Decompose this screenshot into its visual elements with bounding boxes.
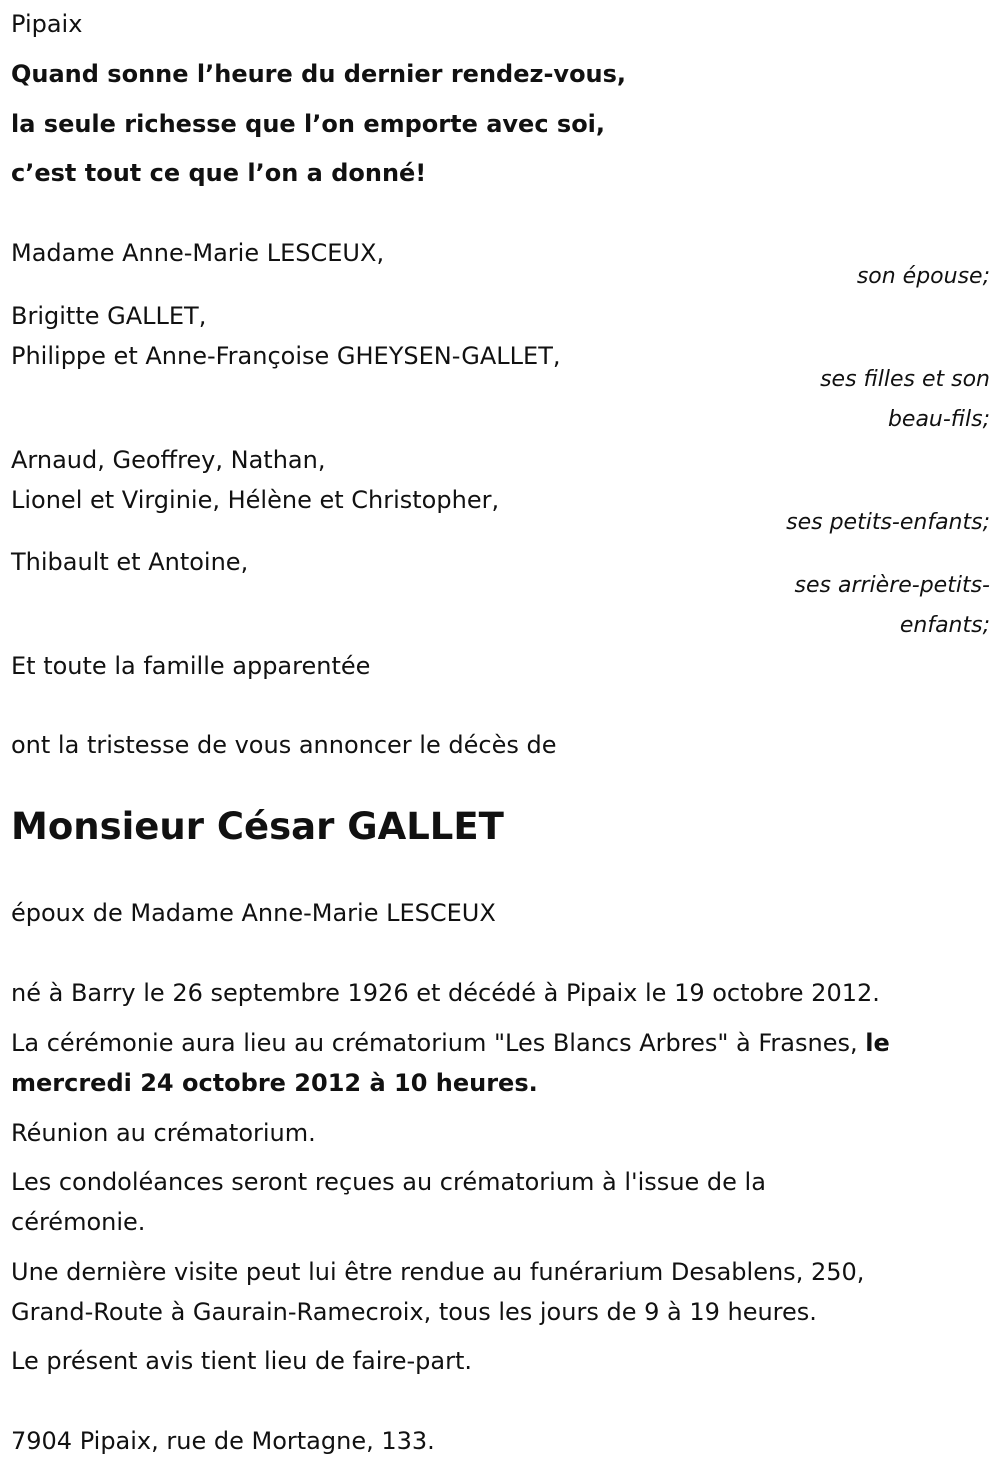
great-grandchildren-relation-line-1: ses arrière-petits- <box>794 573 990 598</box>
spouse-relation: son épouse; <box>856 264 990 289</box>
deceased-name: Monsieur César GALLET <box>11 805 504 848</box>
deceased-spouse-line: époux de Madame Anne-Marie LESCEUX <box>11 899 496 927</box>
ceremony-date: mercredi 24 octobre 2012 à 10 heures. <box>11 1069 538 1097</box>
condolences-line-2: cérémonie. <box>11 1208 146 1236</box>
poem-line-2: la seule richesse que l’on emporte avec soi, <box>11 110 606 138</box>
daughter-2: Philippe et Anne-Françoise GHEYSEN-GALLET, <box>11 342 561 370</box>
great-grandchildren-relation-line-2: enfants; <box>899 613 990 638</box>
spouse-name: Madame Anne-Marie LESCEUX, <box>11 239 385 267</box>
notice: Le présent avis tient lieu de faire-part. <box>11 1347 473 1375</box>
location: Pipaix <box>11 10 83 38</box>
ceremony-location: La cérémonie aura lieu au crématorium "Les Blancs Arbres" à Frasnes, <box>11 1029 866 1057</box>
visit-line-2: Grand-Route à Gaurain-Ramecroix, tous les jours de 9 à 19 heures. <box>11 1298 817 1326</box>
poem-line-3: c’est tout ce que l’on a donné! <box>11 159 427 187</box>
great-grandchildren: Thibault et Antoine, <box>11 548 249 576</box>
daughter-1: Brigitte GALLET, <box>11 302 207 330</box>
daughters-relation-line-2: beau-fils; <box>887 407 990 432</box>
visit-line-1: Une dernière visite peut lui être rendue au funérarium Desablens, 250, <box>11 1258 865 1286</box>
grandchildren-line-1: Arnaud, Geoffrey, Nathan, <box>11 446 326 474</box>
poem-line-1: Quand sonne l’heure du dernier rendez-vous, <box>11 60 627 88</box>
ceremony-line-1 <box>11 1023 890 1063</box>
birth-death-line: né à Barry le 26 septembre 1926 et décédé à Pipaix le 19 octobre 2012. <box>11 979 880 1007</box>
reunion: Réunion au crématorium. <box>11 1119 316 1147</box>
announcement: ont la tristesse de vous annoncer le décès de <box>11 731 557 759</box>
daughters-relation-line-1: ses filles et son <box>820 367 990 392</box>
condolences-line-1: Les condoléances seront reçues au crématorium à l'issue de la <box>11 1168 766 1196</box>
address: 7904 Pipaix, rue de Mortagne, 133. <box>11 1427 435 1455</box>
grandchildren-line-2: Lionel et Virginie, Hélène et Christopher, <box>11 486 500 514</box>
extended-family: Et toute la famille apparentée <box>11 652 371 680</box>
ceremony-date-start: le <box>865 1029 890 1057</box>
grandchildren-relation: ses petits-enfants; <box>786 510 990 535</box>
